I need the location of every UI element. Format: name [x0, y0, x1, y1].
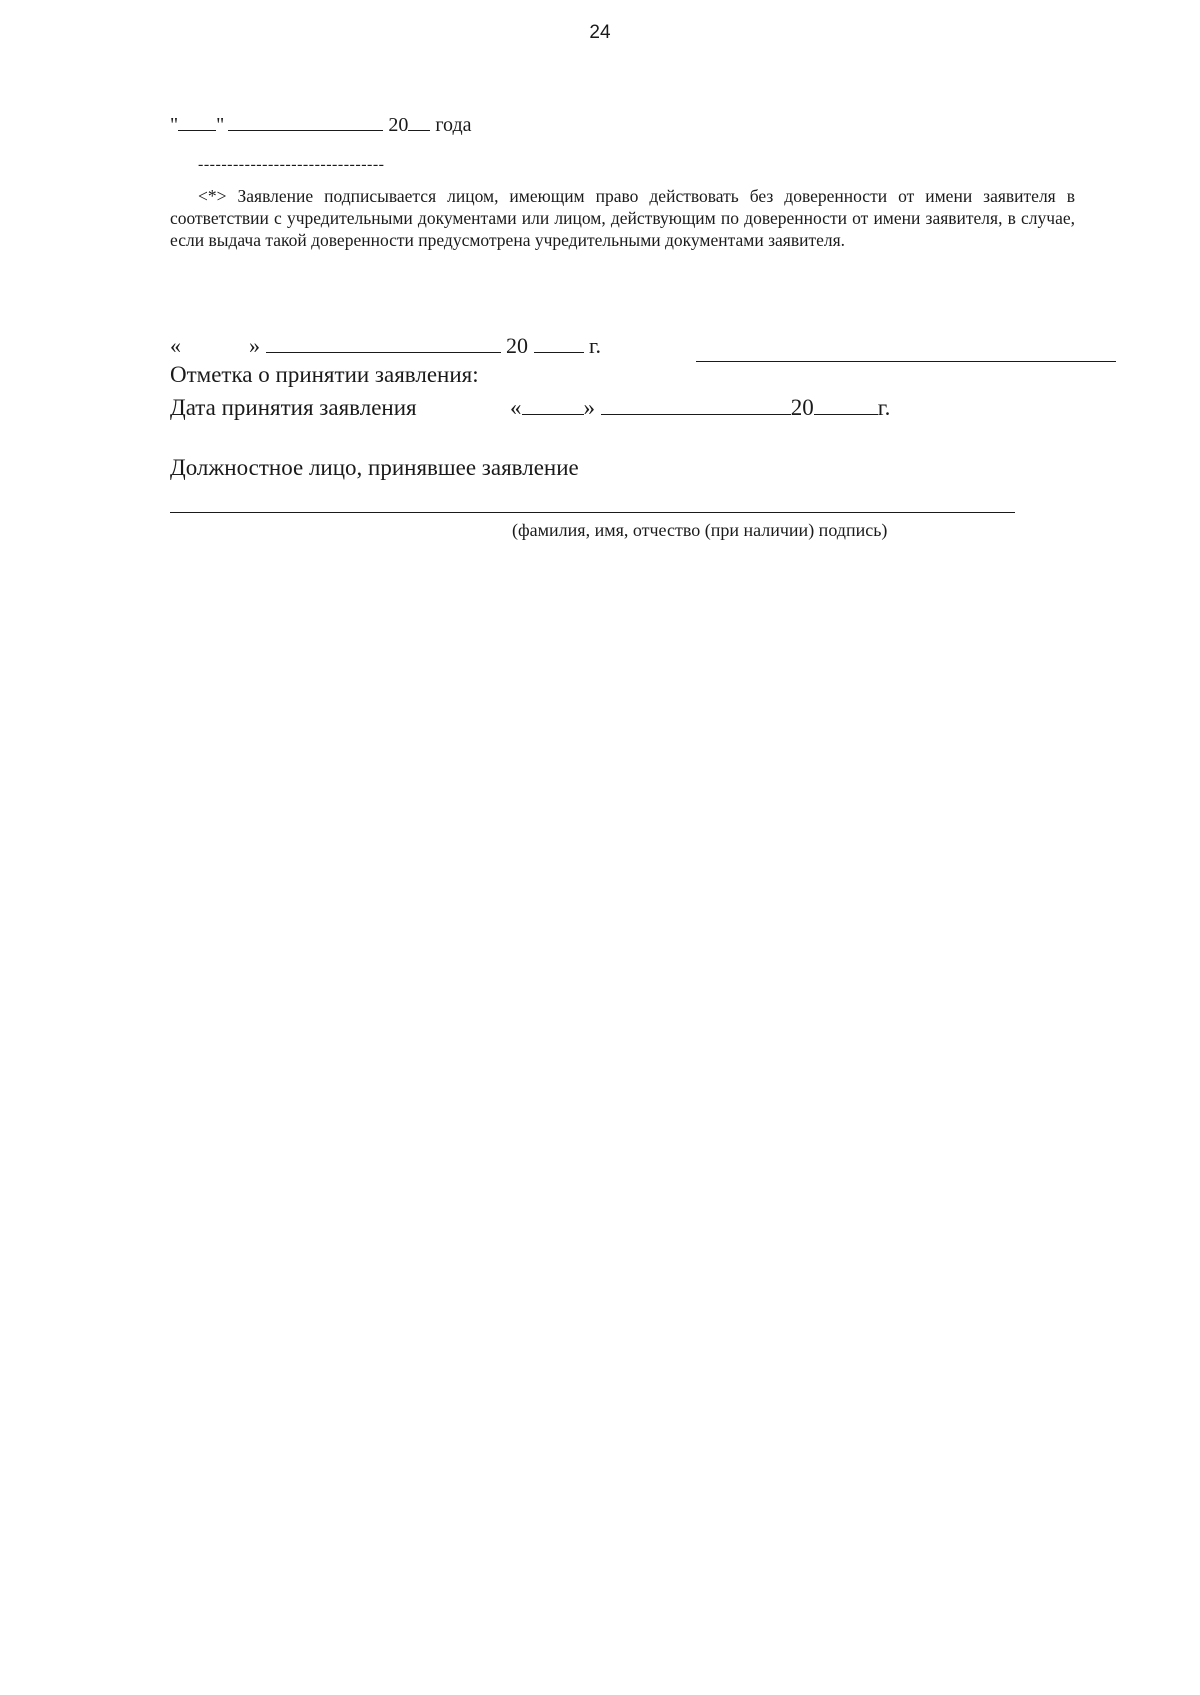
- date-close-quote: ": [216, 114, 225, 136]
- year-prefix: 20: [506, 333, 528, 358]
- year-blank: [408, 112, 430, 131]
- date-line-2: [170, 333, 601, 359]
- acceptance-date-label: Дата принятия заявления: [170, 395, 417, 420]
- acceptance-label: Отметка о принятии заявления:: [170, 362, 479, 387]
- day-blank: [178, 112, 216, 131]
- date-close-quote: »: [583, 395, 595, 420]
- date-open-quote: «: [170, 333, 181, 358]
- acceptance-date-fields: [510, 395, 890, 421]
- official-label: Должностное лицо, принявшее заявление: [170, 455, 579, 480]
- year-prefix: 20: [790, 395, 814, 420]
- year-prefix: 20: [388, 114, 409, 136]
- date-suffix: г.: [589, 333, 602, 358]
- signature-line: [696, 361, 1116, 362]
- date-close-quote: »: [249, 333, 260, 358]
- date-line-1: [170, 112, 472, 137]
- month-blank: [601, 396, 791, 415]
- month-blank: [228, 112, 383, 131]
- page-number: 24: [589, 22, 611, 43]
- date-open-quote: ": [170, 114, 179, 136]
- day-blank: [522, 396, 584, 415]
- date-suffix: г.: [877, 395, 891, 420]
- acceptance-date-row: [170, 395, 891, 421]
- month-blank: [266, 334, 501, 353]
- official-signature-line: [170, 512, 1015, 513]
- year-blank: [814, 396, 878, 415]
- date-open-quote: «: [510, 395, 522, 420]
- footnote-separator: --------------------------------: [198, 156, 385, 173]
- date-suffix: года: [435, 114, 472, 136]
- footnote-text: <*> Заявление подписывается лицом, имеющим право действовать без доверенности от имени заявителя в соответствии с учредительными документами или лицом, действующим по доверенности от имени заявителя, в случае, если выдача такой доверенности предусмотрена учредительными документами заявителя.: [170, 186, 1075, 250]
- year-blank: [534, 334, 584, 353]
- official-caption: (фамилия, имя, отчество (при наличии) подпись): [512, 520, 888, 540]
